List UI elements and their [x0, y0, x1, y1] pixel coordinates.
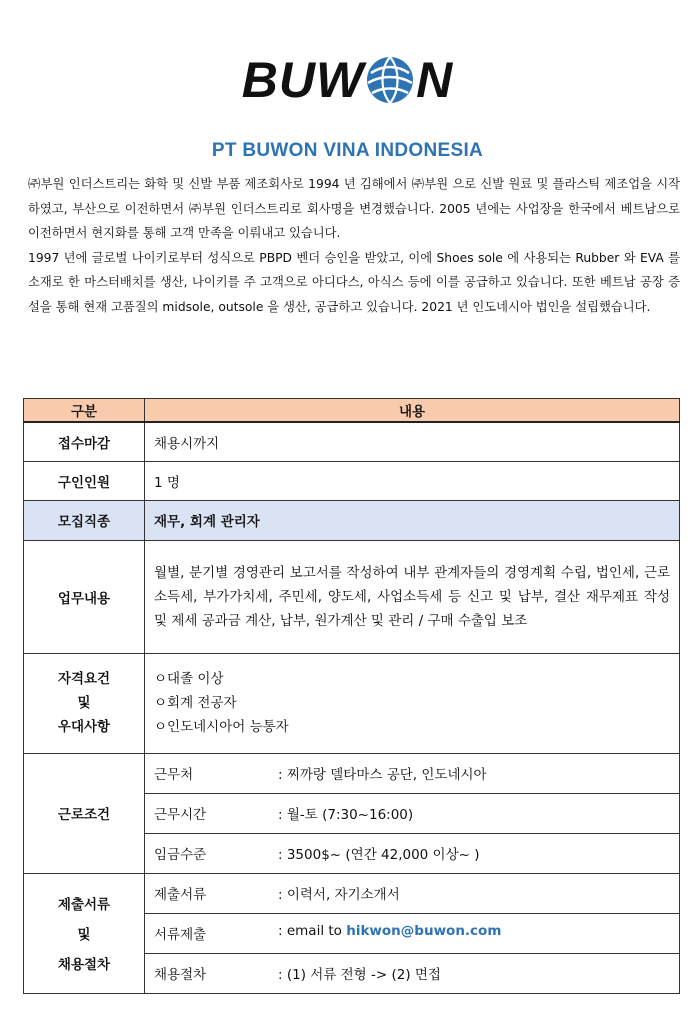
condition-key: 임금수준	[154, 847, 207, 863]
logo-text-part2: N	[416, 52, 454, 108]
document-value: : (1) 서류 전형 -> (2) 면접	[278, 967, 441, 983]
qualifications-label-line: 및	[77, 695, 91, 711]
document-key: 채용절차	[154, 967, 207, 983]
table-header-row	[24, 399, 680, 423]
qualifications-label-line: 자격요건	[57, 671, 111, 687]
document-submission	[145, 913, 680, 953]
document-key: 제출서류	[154, 887, 207, 903]
company-title: PT BUWON VINA INDONESIA	[211, 140, 484, 161]
condition-key: 근무시간	[154, 807, 207, 823]
condition-key: 근무처	[154, 767, 194, 783]
deadline-row	[24, 422, 680, 461]
conditions-label: 근로조건	[24, 753, 145, 873]
qualifications-label-line: 우대사항	[57, 719, 111, 735]
position-row	[24, 500, 680, 540]
deadline-label: 접수마감	[24, 422, 145, 461]
position-label: 모집직종	[24, 500, 145, 540]
documents-label-line: 제출서류	[57, 897, 111, 913]
qualifications-row	[24, 653, 680, 753]
condition-value: : 3500$~ (연간 42,000 이상~ )	[278, 847, 480, 863]
headcount-row	[24, 461, 680, 500]
document-required	[145, 873, 680, 913]
duties-value: 월별, 분기별 경영관리 보고서를 작성하여 내부 관계자들의 경영계획 수립, 법인세, 근로소득세, 부가가치세, 주민세, 양도세, 사업소득세 등 신고 및 납부, 결산 재무제표 작성 및 제세 공과금 계산, 납부, 원가계산 및 관리 / 구매 수출입 보조	[145, 540, 680, 653]
condition-workplace	[145, 753, 680, 793]
conditions-row-workplace	[24, 753, 680, 793]
recruitment-table	[23, 398, 680, 994]
document-key: 서류제출	[154, 927, 207, 943]
documents-label-line: 채용절차	[57, 957, 111, 973]
qualifications-label	[24, 653, 145, 753]
header-content: 내용	[145, 399, 680, 423]
buwon-logo	[0, 52, 695, 108]
headcount-label: 구인인원	[24, 461, 145, 500]
duties-label: 업무내용	[24, 540, 145, 653]
documents-label-line: 및	[77, 927, 91, 943]
company-intro	[28, 172, 680, 319]
header-category: 구분	[24, 399, 145, 423]
condition-value: : 월-토 (7:30~16:00)	[278, 807, 414, 823]
qualification-item: ㅇ인도네시아어 능통자	[154, 719, 289, 735]
headcount-value: 1 명	[145, 461, 680, 500]
intro-paragraph-2: 1997 년에 글로벌 나이키로부터 성식으로 PBPD 벤더 승인을 받았고, 이에 Shoes sole 에 사용되는 Rubber 와 EVA 를 소재로 한 마스터배치를 생산, 나이키를 주 고객으로 아디다스, 아식스 등에 이를 공급하고 있습니다. 또한 베트남 공장 증설을 통해 현재 고품질의 midsole, outsole 을 생산, 공급하고 있습니다. 2021 년 인도네시아 법인을 설립했습니다.	[28, 250, 680, 314]
documents-row-required	[24, 873, 680, 913]
condition-value: : 찌까랑 델타마스 공단, 인도네시아	[278, 767, 487, 783]
logo-text-part1: BUW	[241, 52, 365, 108]
email-link[interactable]: hikwon@buwon.com	[346, 923, 502, 939]
email-prefix: : email to	[278, 923, 347, 939]
deadline-value: 채용시까지	[145, 422, 680, 461]
globe-icon	[365, 55, 415, 105]
document-value	[278, 923, 501, 943]
intro-paragraph-1: ㈜부원 인더스트리는 화학 및 신발 부품 제조회사로 1994 년 김해에서 ㈜부원 으로 신발 원료 및 플라스틱 제조업을 시작하였고, 부산으로 이전하면서 ㈜부원 인더스트리로 회사명을 변경했습니다. 2005 년에는 사업장을 한국에서 베트남으로 이전하면서 현지화를 통해 고객 만족을 이뤄내고 있습니다.	[28, 177, 680, 240]
position-value: 재무, 회계 관리자	[145, 500, 680, 540]
document-process	[145, 953, 680, 993]
condition-salary	[145, 833, 680, 873]
condition-hours	[145, 793, 680, 833]
duties-row	[24, 540, 680, 653]
qualifications-list	[145, 653, 680, 753]
document-value: : 이력서, 자기소개서	[278, 887, 400, 903]
documents-label	[24, 873, 145, 993]
qualification-item: ㅇ회계 전공자	[154, 695, 237, 711]
qualification-item: ㅇ대졸 이상	[154, 671, 224, 687]
